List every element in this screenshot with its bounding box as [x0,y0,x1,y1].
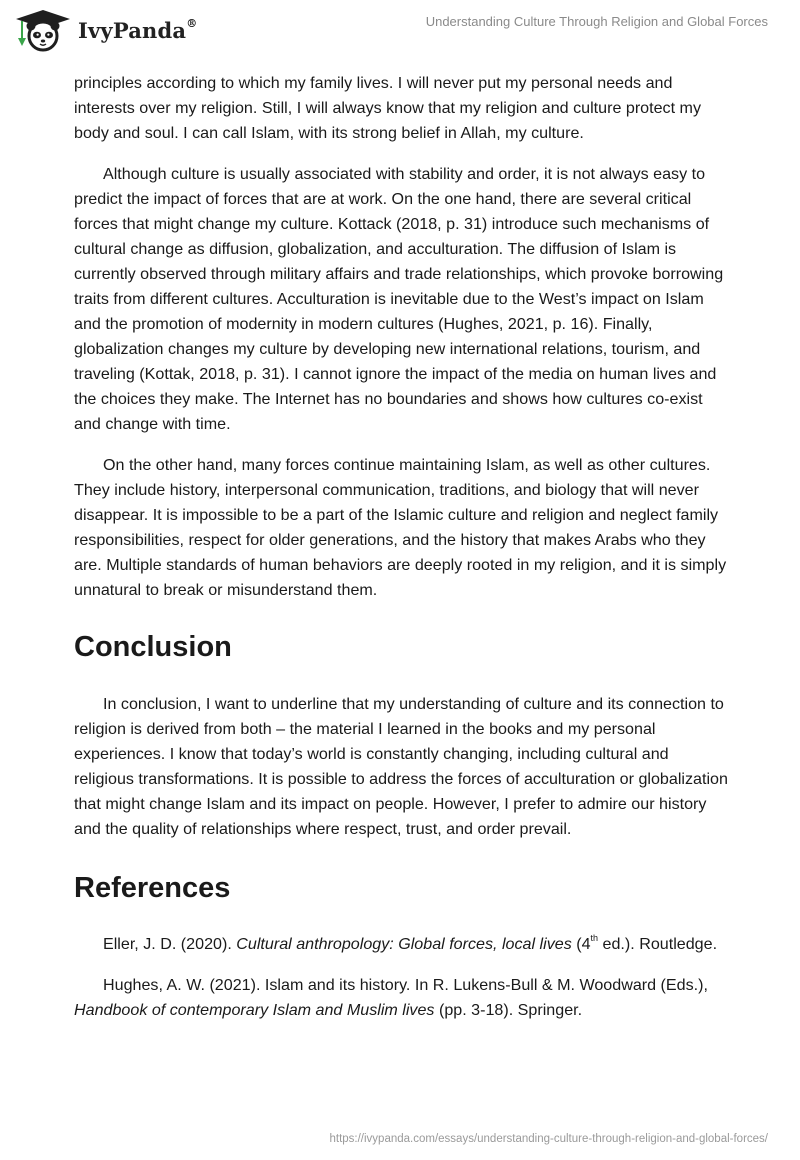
conclusion-heading: Conclusion [74,631,232,663]
footer-url-link[interactable]: https://ivypanda.com/essays/understanding-culture-through-religion-and-global-forces/ [329,1133,768,1145]
reference-item: Eller, J. D. (2020). Cultural anthropology: Global forces, local lives (4th ed.). Routledge. [103,933,718,953]
reference-title: Cultural anthropology: Global forces, local lives [236,935,572,953]
reference-item: Hughes, A. W. (2021). Islam and its history. In R. Lukens-Bull & M. Woodward (Eds.), Handbook of contemporary Islam and Muslim lives (pp. 3-18). Springer. [74,976,708,1019]
brand-name: IvyPanda® [78,16,198,43]
document-title: Understanding Culture Through Religion and Global Forces [425,14,768,29]
essay-content [74,71,730,1039]
body-paragraph-1: principles according to which my family lives. I will never put my personal needs and interests over my religion. Still, I will always know that my religion and culture protect my body and soul. I can call Islam, with its strong belief in Allah, my culture. [74,74,701,142]
reference-title: Handbook of contemporary Islam and Muslim lives [74,1001,435,1019]
body-paragraph-3: On the other hand, many forces continue maintaining Islam, as well as other cultures. They include history, interpersonal communication, traditions, and biology that will never disappear. It is impossible to be a part of the Islamic culture and religion and neglect family responsibilities, respect for older generations, and the history that makes Arabs who they are. Multiple standards of human behaviors are deeply rooted in my religion, and it is simply unnatural to break or misunderstand them. [74,456,727,599]
references-heading: References [74,872,231,904]
body-paragraph-2: Although culture is usually associated with stability and order, it is not always easy to predict the impact of forces that are at work. On the one hand, there are several critical forces that might change my culture. Kottack (2018, p. 31) introduce such mechanisms of cultural change as diffusion, globalization, and acculturation. The diffusion of Islam is currently observed through military affairs and trade relationships, which provoke borrowing traits from different cultures. Acculturation is inevitable due to the West’s impact on Islam and the promotion of modernity in modern cultures (Hughes, 2021, p. 16). Finally, globalization changes my culture by developing new international relations, tourism, and traveling (Kottak, 2018, p. 31). I cannot ignore the impact of the media on human lives and the choices they make. The Internet has no boundaries and shows how cultures co-exist and change with time. [74,165,724,433]
conclusion-paragraph: In conclusion, I want to underline that my understanding of culture and its connection to religion is derived from both – the material I learned in the books and my personal experiences. I know that today’s world is constantly changing, including cultural and religious transformations. It is possible to address the forces of acculturation or globalization that might change Islam and its impact on people. However, I prefer to admire our history and the quality of relationships where respect, trust, and order prevail. [74,695,728,838]
page-header [0,0,800,70]
panda-graduate-icon [14,8,72,52]
brand-logo[interactable] [14,8,197,52]
